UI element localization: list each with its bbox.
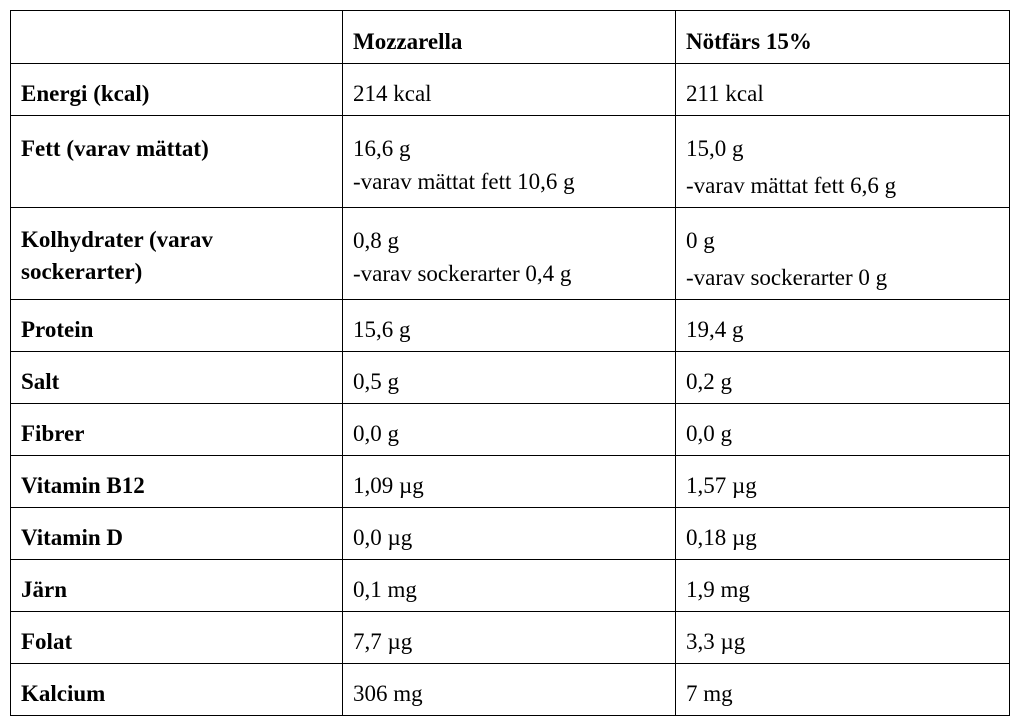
row-label: Fett (varav mättat) [11, 116, 343, 208]
cell-value [676, 116, 1010, 208]
table-row [11, 456, 1010, 508]
cell-value [676, 208, 1010, 300]
cell-value [343, 208, 676, 300]
table-row [11, 300, 1010, 352]
row-label: Folat [11, 612, 343, 664]
row-label: Energi (kcal) [11, 64, 343, 116]
cell-value: 214 kcal [343, 64, 676, 116]
cell-value-sub: -varav mättat fett 6,6 g [686, 173, 897, 198]
cell-value: 306 mg [343, 664, 676, 716]
header-cell-mozzarella: Mozzarella [343, 11, 676, 64]
cell-value: 0,1 mg [343, 560, 676, 612]
cell-value: 7,7 µg [343, 612, 676, 664]
cell-value: 1,09 µg [343, 456, 676, 508]
cell-value-sub: -varav mättat fett 10,6 g [353, 169, 575, 194]
row-label: Kalcium [11, 664, 343, 716]
nutrition-table [10, 10, 1010, 716]
table-row [11, 116, 1010, 208]
cell-value-main: 0 g [686, 228, 715, 253]
cell-value: 1,57 µg [676, 456, 1010, 508]
table-row [11, 208, 1010, 300]
table-row [11, 404, 1010, 456]
cell-value: 0,18 µg [676, 508, 1010, 560]
cell-value: 0,0 g [343, 404, 676, 456]
cell-value-main: 15,0 g [686, 136, 744, 161]
cell-value: 0,5 g [343, 352, 676, 404]
cell-value: 7 mg [676, 664, 1010, 716]
row-label: Vitamin D [11, 508, 343, 560]
row-label: Salt [11, 352, 343, 404]
table-row [11, 352, 1010, 404]
header-cell-empty [11, 11, 343, 64]
cell-value: 0,0 µg [343, 508, 676, 560]
table-row [11, 508, 1010, 560]
table-row [11, 664, 1010, 716]
cell-value: 0,2 g [676, 352, 1010, 404]
cell-value: 3,3 µg [676, 612, 1010, 664]
row-label: Protein [11, 300, 343, 352]
cell-value: 1,9 mg [676, 560, 1010, 612]
row-label: Fibrer [11, 404, 343, 456]
row-label: Järn [11, 560, 343, 612]
cell-value-sub: -varav sockerarter 0 g [686, 265, 888, 290]
cell-value: 0,0 g [676, 404, 1010, 456]
cell-value-main: 16,6 g [353, 136, 411, 161]
header-cell-notfars: Nötfärs 15% [676, 11, 1010, 64]
cell-value: 15,6 g [343, 300, 676, 352]
cell-value: 211 kcal [676, 64, 1010, 116]
row-label: Kolhydrater (varav sockerarter) [11, 208, 343, 300]
row-label: Vitamin B12 [11, 456, 343, 508]
table-header-row [11, 11, 1010, 64]
table-row [11, 64, 1010, 116]
cell-value-sub: -varav sockerarter 0,4 g [353, 261, 572, 286]
table-row [11, 560, 1010, 612]
cell-value: 19,4 g [676, 300, 1010, 352]
table-row [11, 612, 1010, 664]
cell-value [343, 116, 676, 208]
cell-value-main: 0,8 g [353, 228, 399, 253]
